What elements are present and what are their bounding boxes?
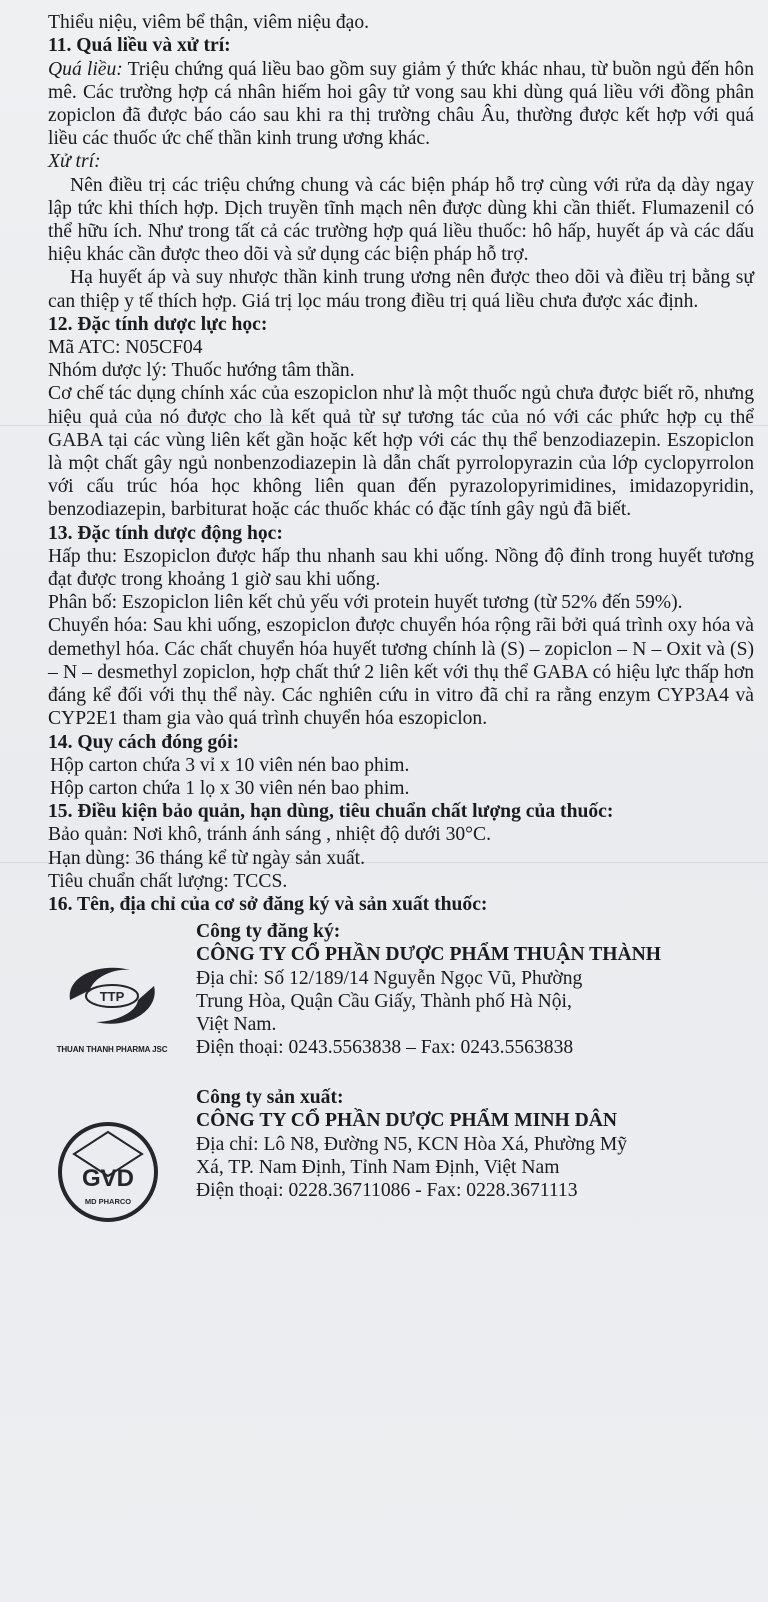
thuan-thanh-logo — [56, 956, 168, 1061]
overdose-text: Triệu chứng quá liều bao gồm suy giảm ý thức khác nhau, từ buồn ngủ đến hôn mê. Các trường hợp cá nhân hiếm hoi gây tử vong sau khi dùng quá liều với đồng phân zopiclon đã được báo cáo sau khi ra thị trường châu Âu, thường được kết hợp với quá liều các thuốc ức chế thần kinh trung ương khác. — [48, 58, 754, 150]
registrant-name: CÔNG TY CỔ PHẦN DƯỢC PHẨM THUẬN THÀNH — [196, 944, 661, 966]
gvd-caption: MD PHARCO — [84, 1197, 132, 1207]
manufacturer-name: CÔNG TY CỔ PHẦN DƯỢC PHẨM MINH DÂN — [196, 1110, 618, 1132]
distribution-paragraph: Phân bố: Eszopiclon liên kết chủ yếu với protein huyết tương (từ 52% đến 59%). — [48, 592, 683, 614]
thuan-thanh-caption: THUAN THANH PHARMA JSC — [56, 1045, 168, 1055]
registrant-address-1: Địa chỉ: Số 12/189/14 Nguyễn Ngọc Vũ, Phường — [196, 967, 583, 989]
registrant-label: Công ty đăng ký: — [196, 921, 341, 943]
leaflet-content — [48, 0, 754, 1280]
registrant-address-2: Trung Hòa, Quận Cầu Giấy, Thành phố Hà Nội, — [196, 990, 572, 1012]
manufacturer-phone: Điện thoại: 0228.36711086 - Fax: 0228.3671113 — [196, 1179, 578, 1201]
packaging-line-2: Hộp carton chứa 1 lọ x 30 viên nén bao phim. — [50, 777, 410, 799]
manufacturer-label: Công ty sản xuất: — [196, 1087, 344, 1109]
companies-block — [48, 920, 754, 1280]
registrant-phone: Điện thoại: 0243.5563838 – Fax: 0243.5563838 — [196, 1037, 574, 1059]
registrant-address-3: Việt Nam. — [196, 1013, 277, 1035]
pharmacologic-group: Nhóm dược lý: Thuốc hướng tâm thần. — [48, 360, 355, 382]
section-14-title: 14. Quy cách đóng gói: — [48, 731, 240, 753]
mechanism-paragraph: Cơ chế tác dụng chính xác của eszopiclon như là một thuốc ngủ chưa được biết rõ, nhưng hiệu quả của nó được cho là kết quả từ sự tương tác của nó với các phức hợp cụ thể GABA tại các vùng liên kết gần hoặc kết hợp với các thụ thể benzodiazepin. Eszopiclon là một chất gây ngủ nonbenzodiazepin là dẫn chất pyrrolopyrazin của lớp cyclopyrrolon với cấu trúc hóa học không liên quan đến pyrazolopyrimidines, imidazopyridin, benzodiazepin, barbiturat hoặc các thuốc khác có đặc tính gây ngủ đã biết. — [48, 383, 754, 521]
thuan-thanh-swirl-icon — [56, 956, 168, 1036]
section-13-title: 13. Đặc tính dược động học: — [48, 522, 283, 544]
section-12-title: 12. Đặc tính dược lực học: — [48, 313, 268, 335]
manufacturer-address-2: Xá, TP. Nam Định, Tỉnh Nam Định, Việt Nam — [196, 1156, 560, 1178]
treatment-paragraph-2: Hạ huyết áp và suy nhược thần kinh trung ương nên được theo dõi và điều trị bằng sự can thiệp y tế thích hợp. Giá trị lọc máu trong điều trị quá liều chưa được xác định. — [48, 267, 754, 312]
overdose-label: Quá liều: — [48, 58, 123, 80]
ttp-mark: TTP — [99, 989, 125, 1005]
absorption-paragraph: Hấp thu: Eszopiclon được hấp thu nhanh sau khi uống. Nồng độ đỉnh trong huyết tương đạt được trong khoảng 1 giờ sau khi uống. — [48, 545, 754, 591]
manufacturer-company — [196, 1086, 768, 1202]
atc-code: Mã ATC: N05CF04 — [48, 337, 203, 359]
packaging-line-1: Hộp carton chứa 3 vỉ x 10 viên nén bao phim. — [50, 754, 410, 776]
quality-standard-line: Tiêu chuẩn chất lượng: TCCS. — [48, 870, 288, 892]
metabolism-paragraph: Chuyển hóa: Sau khi uống, eszopiclon được chuyển hóa rộng rãi bởi quá trình oxy hóa và demethyl hóa. Các chất chuyển hóa huyết tương chính là (S) – zopiclon – N – Oxit và (S) – N – desmethyl zopiclon, hợp chất thứ 2 liên kết với thụ thể GABA có hiệu lực thấp hơn đáng kể đối với thụ thể này. Các nghiên cứu in vitro đã chỉ ra rằng enzym CYP3A4 và CYP2E1 tham gia vào quá trình chuyển hóa eszopiclon. — [48, 615, 754, 730]
treatment-paragraph-1: Nên điều trị các triệu chứng chung và các biện pháp hỗ trợ cùng với rửa dạ dày ngay lập tức khi thích hợp. Dịch truyền tĩnh mạch nên được dùng khi cần thiết. Flumazenil có thể hữu ích. Như trong tất cả các trường hợp quá liều thuốc: hô hấp, huyết áp và các dấu hiệu khác cần được theo dõi và sử dụng các biện pháp hỗ trợ. — [48, 174, 754, 266]
minh-dan-seal-icon — [56, 1120, 160, 1224]
top-partial-line — [48, 0, 754, 11]
section-15-title: 15. Điều kiện bảo quản, hạn dùng, tiêu chuẩn chất lượng của thuốc: — [48, 801, 614, 823]
manufacturer-address-1: Địa chỉ: Lô N8, Đường N5, KCN Hòa Xá, Phường Mỹ — [196, 1133, 628, 1155]
storage-line: Bảo quản: Nơi khô, tránh ánh sáng , nhiệt độ dưới 30°C. — [48, 824, 491, 846]
section-16-title: 16. Tên, địa chỉ của cơ sở đăng ký và sản xuất thuốc: — [48, 893, 488, 915]
treatment-label: Xử trí: — [48, 151, 101, 173]
minh-dan-logo — [56, 1120, 160, 1224]
shelf-life-line: Hạn dùng: 36 tháng kể từ ngày sản xuất. — [48, 847, 365, 869]
section-11-title: 11. Quá liều và xử trí: — [48, 35, 231, 57]
registrant-company — [196, 920, 768, 1059]
oliguria-line: Thiểu niệu, viêm bể thận, viêm niệu đạo. — [48, 12, 370, 34]
gvd-mark: GVD — [81, 1165, 135, 1193]
overdose-paragraph — [48, 58, 754, 151]
